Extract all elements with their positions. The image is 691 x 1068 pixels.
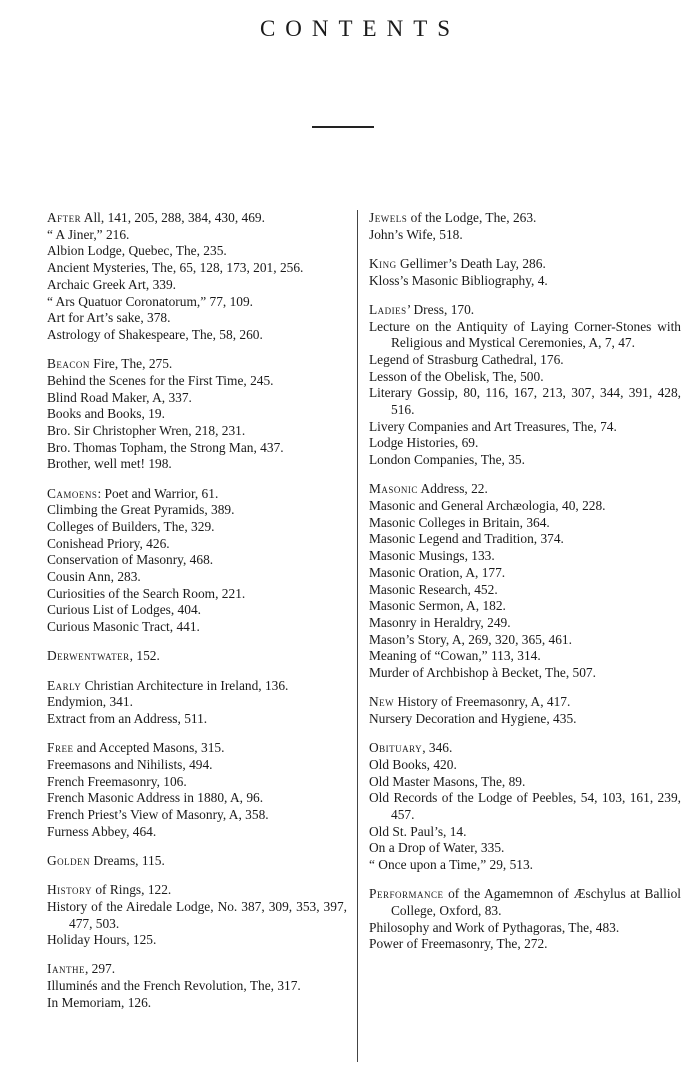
index-entry xyxy=(47,227,347,244)
entry-text: French Masonic Address in 1880, A, 96. xyxy=(47,790,264,806)
entry-text: Livery Companies and Art Treasures, The, 74. xyxy=(369,418,617,434)
index-entry xyxy=(47,882,347,899)
entry-text: Furness Abbey, 464. xyxy=(47,823,157,839)
entry-text: Nursery Decoration and Hygiene, 435. xyxy=(369,710,577,726)
index-entry xyxy=(369,857,681,874)
entry-text: Old Master Masons, The, 89. xyxy=(369,773,526,789)
entry-text: Colleges of Builders, The, 329. xyxy=(47,518,215,534)
index-entry xyxy=(47,790,347,807)
entry-text: Blind Road Maker, A, 337. xyxy=(47,389,192,405)
title-rule xyxy=(312,126,374,128)
entry-text: of Rings, 122. xyxy=(92,882,172,898)
index-entry xyxy=(47,711,347,728)
index-entry xyxy=(369,227,681,244)
index-entry xyxy=(47,853,347,870)
entry-text: Masonic Musings, 133. xyxy=(369,548,495,564)
index-entry xyxy=(47,694,347,711)
index-entry xyxy=(369,319,681,352)
entry-lead-word: After xyxy=(47,210,82,225)
entry-text: Christian Architecture in Ireland, 136. xyxy=(81,677,289,693)
entry-text: Literary Gossip, 80, 116, 167, 213, 307, 344, 391, 428, 516. xyxy=(369,385,681,418)
entry-lead-word: Performance xyxy=(369,886,444,902)
index-entry xyxy=(47,502,347,519)
index-entry xyxy=(47,356,347,373)
index-entry xyxy=(369,920,681,937)
entry-text: Legend of Strasburg Cathedral, 176. xyxy=(369,351,564,367)
index-entry xyxy=(369,582,681,599)
index-entry xyxy=(369,840,681,857)
left-column xyxy=(47,210,347,1024)
index-group xyxy=(47,648,347,665)
index-group xyxy=(369,886,681,953)
entry-text: Kloss’s Masonic Bibliography, 4. xyxy=(369,272,548,288)
entry-text: Fire, The, 275. xyxy=(89,356,173,372)
index-entry xyxy=(47,757,347,774)
index-entry xyxy=(369,210,681,227)
index-entry xyxy=(47,519,347,536)
index-group xyxy=(369,302,681,469)
index-entry xyxy=(369,498,681,515)
index-entry xyxy=(47,260,347,277)
index-entry xyxy=(369,740,681,757)
index-entry xyxy=(47,294,347,311)
index-entry xyxy=(47,423,347,440)
index-entry xyxy=(47,807,347,824)
entry-text: London Companies, The, 35. xyxy=(369,452,525,468)
entry-text: Old Records of the Lodge of Peebles, 54, 103, 161, 239, 457. xyxy=(369,790,681,822)
index-entry xyxy=(369,352,681,369)
entry-text: , 346. xyxy=(422,740,453,756)
index-group xyxy=(47,740,347,840)
entry-text: of the Agamemnon of Æschylus at Balliol College, Oxford, 83. xyxy=(391,886,681,919)
entry-text: : Poet and Warrior, 61. xyxy=(97,485,219,501)
index-entry xyxy=(369,531,681,548)
entry-lead-word: Masonic xyxy=(369,481,418,497)
index-group xyxy=(369,481,681,681)
entry-text: ’ Dress, 170. xyxy=(406,301,475,317)
entry-lead-word: Camoens xyxy=(47,485,98,501)
entry-text: Curious Masonic Tract, 441. xyxy=(47,619,200,635)
entry-text: Dreams, 115. xyxy=(90,852,165,868)
index-entry xyxy=(47,552,347,569)
entry-text: Climbing the Great Pyramids, 389. xyxy=(47,502,235,518)
right-column xyxy=(369,210,681,966)
entry-text: Old St. Paul’s, 14. xyxy=(369,823,467,839)
entry-text: and Accepted Masons, 315. xyxy=(73,740,225,756)
entry-text: Masonic Colleges in Britain, 364. xyxy=(369,514,550,530)
entry-text: In Memoriam, 126. xyxy=(47,994,152,1010)
index-entry xyxy=(47,978,347,995)
entry-text: Cousin Ann, 283. xyxy=(47,569,141,585)
index-entry xyxy=(47,961,347,978)
index-entry xyxy=(369,632,681,649)
entry-lead-word: Derwentwater xyxy=(47,648,130,664)
index-entry xyxy=(369,435,681,452)
index-entry xyxy=(47,995,347,1012)
index-entry xyxy=(47,536,347,553)
entry-text: Freemasons and Nihilists, 494. xyxy=(47,756,213,772)
entry-lead-word: New xyxy=(369,694,395,710)
entry-text: History of Freemasonry, A, 417. xyxy=(394,694,571,710)
entry-text: Curious List of Lodges, 404. xyxy=(47,602,201,618)
index-entry xyxy=(47,456,347,473)
entry-lead-word: Jewels xyxy=(369,210,408,225)
entry-text: Archaic Greek Art, 339. xyxy=(47,276,177,292)
index-entry xyxy=(369,302,681,319)
index-entry xyxy=(369,824,681,841)
index-entry xyxy=(47,277,347,294)
index-entry xyxy=(47,586,347,603)
index-entry xyxy=(47,486,347,503)
index-group xyxy=(369,256,681,289)
entry-text: Power of Freemasonry, The, 272. xyxy=(369,936,548,952)
entry-text: Masonic Sermon, A, 182. xyxy=(369,598,506,614)
index-group xyxy=(47,210,347,344)
entry-text: , 297. xyxy=(84,961,116,977)
index-entry xyxy=(369,790,681,823)
entry-text: Philosophy and Work of Pythagoras, The, 483. xyxy=(369,919,620,935)
entry-text: Conishead Priory, 426. xyxy=(47,535,170,551)
entry-text: All, 141, 205, 288, 384, 430, 469. xyxy=(81,210,265,225)
entry-text: Bro. Sir Christopher Wren, 218, 231. xyxy=(47,422,246,438)
entry-text: Extract from an Address, 511. xyxy=(47,710,208,726)
index-entry xyxy=(47,824,347,841)
entry-text: Masonic Oration, A, 177. xyxy=(369,564,506,580)
entry-text: Books and Books, 19. xyxy=(47,406,165,422)
entry-text: Ancient Mysteries, The, 65, 128, 173, 201, 256. xyxy=(47,260,304,276)
index-entry xyxy=(369,615,681,632)
index-entry xyxy=(369,886,681,919)
index-group xyxy=(47,356,347,473)
entry-text: John’s Wife, 518. xyxy=(369,226,463,242)
index-entry xyxy=(369,369,681,386)
index-entry xyxy=(47,210,347,227)
entry-text: Conservation of Masonry, 468. xyxy=(47,552,214,568)
entry-text: Lecture on the Antiquity of Laying Corner-Stones with Religious and Mystical Ceremonies, A, 7, 47. xyxy=(369,318,681,351)
index-entry xyxy=(369,694,681,711)
entry-text: History of the Airedale Lodge, No. 387, 309, 353, 397, 477, 503. xyxy=(47,898,347,931)
index-group xyxy=(47,961,347,1011)
entry-text: Lesson of the Obelisk, The, 500. xyxy=(369,368,544,384)
index-entry xyxy=(47,899,347,932)
entry-lead-word: Early xyxy=(47,677,82,693)
entry-text: Gellimer’s Death Lay, 286. xyxy=(396,255,546,271)
index-group xyxy=(47,853,347,870)
index-group xyxy=(369,694,681,727)
index-entry xyxy=(369,481,681,498)
entry-text: Mason’s Story, A, 269, 320, 365, 461. xyxy=(369,631,572,647)
entry-lead-word: Golden xyxy=(47,852,91,868)
index-entry xyxy=(47,440,347,457)
entry-text: French Priest’s View of Masonry, A, 358. xyxy=(47,807,269,822)
entry-lead-word: History xyxy=(47,882,93,898)
index-group xyxy=(47,486,347,636)
entry-text: Brother, well met! 198. xyxy=(47,456,172,472)
index-entry xyxy=(369,385,681,418)
entry-text: , 152. xyxy=(129,648,160,664)
index-entry xyxy=(369,565,681,582)
entry-text: Art for Art’s sake, 378. xyxy=(47,310,171,326)
index-entry xyxy=(369,256,681,273)
index-entry xyxy=(369,273,681,290)
entry-text: Astrology of Shakespeare, The, 58, 260. xyxy=(47,326,263,342)
entry-text: Masonry in Heraldry, 249. xyxy=(369,614,511,630)
index-entry xyxy=(47,619,347,636)
entry-text: Behind the Scenes for the First Time, 245. xyxy=(47,372,274,388)
entry-lead-word: King xyxy=(369,255,397,271)
entry-text: French Freemasonry, 106. xyxy=(47,773,187,789)
index-entry xyxy=(47,740,347,757)
entry-lead-word: Beacon xyxy=(47,356,90,372)
index-entry xyxy=(369,598,681,615)
entry-text: Old Books, 420. xyxy=(369,756,457,772)
index-group xyxy=(369,210,681,243)
entry-text: Albion Lodge, Quebec, The, 235. xyxy=(47,243,227,259)
index-group xyxy=(47,882,347,949)
entry-text: Masonic and General Archæologia, 40, 228. xyxy=(369,498,606,514)
entry-text: Illuminés and the French Revolution, The, 317. xyxy=(47,978,301,994)
entry-text: Endymion, 341. xyxy=(47,694,133,710)
entry-lead-word: Ianthe xyxy=(47,961,85,977)
index-entry xyxy=(369,774,681,791)
entry-text: Holiday Hours, 125. xyxy=(47,932,157,948)
page-title: CONTENTS xyxy=(259,16,461,41)
index-entry xyxy=(47,932,347,949)
entry-lead-word: Obituary xyxy=(369,740,423,756)
index-entry xyxy=(369,711,681,728)
column-divider xyxy=(357,210,358,1062)
index-entry xyxy=(369,452,681,469)
index-entry xyxy=(369,665,681,682)
entry-text: Masonic Research, 452. xyxy=(369,581,498,597)
index-group xyxy=(369,740,681,874)
entry-text: Masonic Legend and Tradition, 374. xyxy=(369,531,564,547)
index-group xyxy=(47,678,347,728)
entry-text: Bro. Thomas Topham, the Strong Man, 437. xyxy=(47,439,284,455)
index-entry xyxy=(369,419,681,436)
index-entry xyxy=(47,648,347,665)
index-entry xyxy=(369,515,681,532)
index-entry xyxy=(47,243,347,260)
entry-text: “ Once upon a Time,” 29, 513. xyxy=(369,857,534,873)
index-entry xyxy=(47,678,347,695)
index-entry xyxy=(47,406,347,423)
entry-lead-word: Free xyxy=(47,740,74,756)
index-entry xyxy=(47,373,347,390)
index-entry xyxy=(369,757,681,774)
entry-text: “ A Jiner,” 216. xyxy=(47,226,130,242)
entry-text: Address, 22. xyxy=(417,481,488,497)
index-entry xyxy=(369,548,681,565)
entry-text: Lodge Histories, 69. xyxy=(369,435,479,451)
entry-text: Curiosities of the Search Room, 221. xyxy=(47,585,246,601)
index-entry xyxy=(47,327,347,344)
index-entry xyxy=(369,648,681,665)
entry-text: of the Lodge, The, 263. xyxy=(407,210,537,225)
index-entry xyxy=(47,390,347,407)
index-entry xyxy=(47,310,347,327)
entry-text: On a Drop of Water, 335. xyxy=(369,840,505,856)
entry-text: “ Ars Quatuor Coronatorum,” 77, 109. xyxy=(47,293,254,309)
entry-text: Murder of Archbishop à Becket, The, 507. xyxy=(369,665,596,681)
index-entry xyxy=(47,569,347,586)
index-entry xyxy=(47,774,347,791)
entry-text: Meaning of “Cowan,” 113, 314. xyxy=(369,648,541,664)
index-entry xyxy=(47,602,347,619)
index-entry xyxy=(369,936,681,953)
entry-lead-word: Ladies xyxy=(369,301,407,317)
